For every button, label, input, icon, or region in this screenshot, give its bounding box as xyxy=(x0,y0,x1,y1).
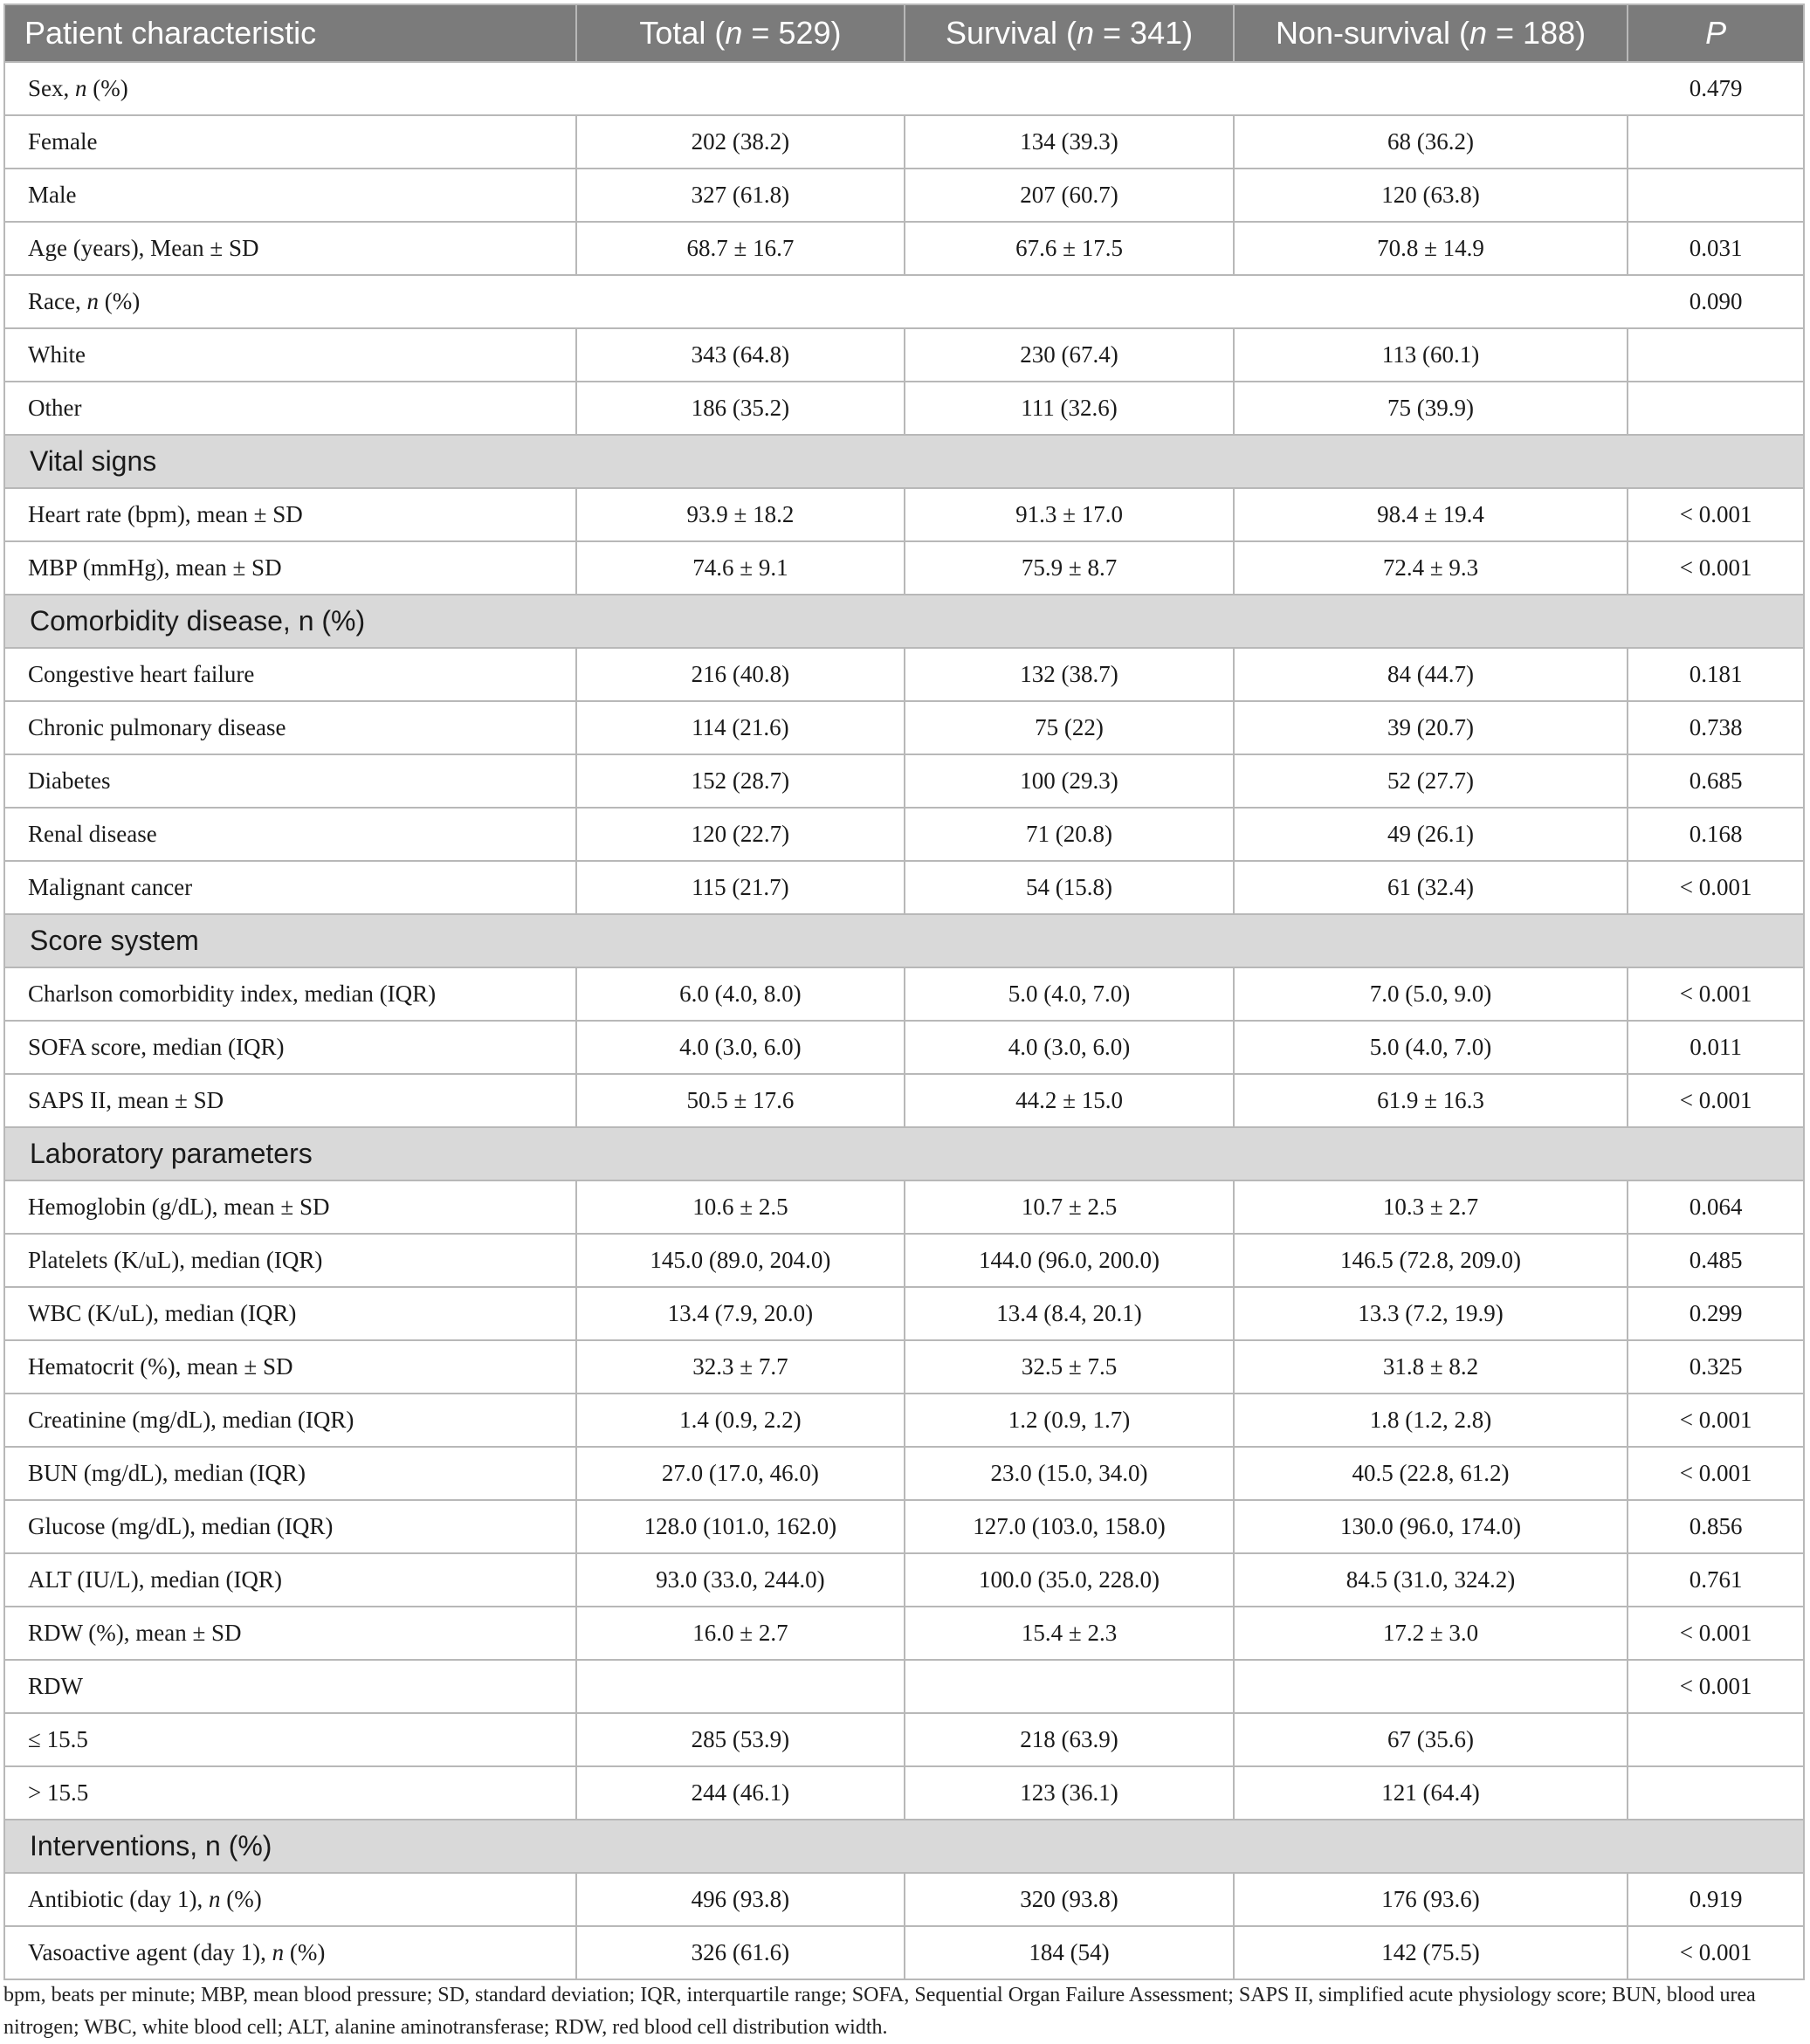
row-label xyxy=(4,1500,576,1553)
text-part: BUN (mg/dL), median (IQR) xyxy=(28,1460,306,1486)
value-cell-non-survival: 142 (75.5) xyxy=(1234,1926,1628,1979)
text-part: Vasoactive agent (day 1), xyxy=(28,1939,272,1965)
table-row xyxy=(4,1021,1804,1074)
p-value-cell: 0.299 xyxy=(1628,1287,1804,1340)
value-cell-total xyxy=(576,1660,905,1713)
column-header-characteristic xyxy=(4,4,576,62)
section-header-row xyxy=(4,914,1804,967)
p-value-cell: 0.479 xyxy=(1628,62,1804,115)
value-cell-total: 496 (93.8) xyxy=(576,1873,905,1926)
italic-symbol: n xyxy=(1469,15,1488,51)
table-row xyxy=(4,488,1804,541)
value-cell-survival: 32.5 ± 7.5 xyxy=(905,1340,1234,1394)
value-cell-non-survival: 84.5 (31.0, 324.2) xyxy=(1234,1553,1628,1607)
p-value-cell: < 0.001 xyxy=(1628,1394,1804,1447)
row-label xyxy=(4,1660,576,1713)
value-cell-total: 326 (61.6) xyxy=(576,1926,905,1979)
text-part: > 15.5 xyxy=(28,1779,89,1806)
row-label xyxy=(4,328,576,382)
value-cell-survival: 71 (20.8) xyxy=(905,808,1234,861)
value-cell-total: 74.6 ± 9.1 xyxy=(576,541,905,595)
text-part: Other xyxy=(28,395,82,421)
italic-symbol: n xyxy=(75,75,87,101)
value-cell-total: 32.3 ± 7.7 xyxy=(576,1340,905,1394)
text-part: (%) xyxy=(220,1886,262,1912)
p-value-cell xyxy=(1628,328,1804,382)
text-part: Comorbidity disease, n (%) xyxy=(30,605,366,637)
value-cell-non-survival: 61 (32.4) xyxy=(1234,861,1628,914)
value-cell-survival: 44.2 ± 15.0 xyxy=(905,1074,1234,1127)
table-row xyxy=(4,1287,1804,1340)
value-cell-survival: 320 (93.8) xyxy=(905,1873,1234,1926)
value-cell-non-survival: 98.4 ± 19.4 xyxy=(1234,488,1628,541)
p-value-cell xyxy=(1628,1713,1804,1766)
section-header-row xyxy=(4,435,1804,488)
row-label xyxy=(4,62,576,115)
p-value-cell: 0.685 xyxy=(1628,754,1804,808)
row-label xyxy=(4,1287,576,1340)
value-cell-total: 27.0 (17.0, 46.0) xyxy=(576,1447,905,1500)
value-cell-non-survival: 84 (44.7) xyxy=(1234,648,1628,701)
p-value-cell: 0.919 xyxy=(1628,1873,1804,1926)
text-part: Total ( xyxy=(639,15,726,51)
text-part: MBP (mmHg), mean ± SD xyxy=(28,554,282,581)
text-part: ALT (IU/L), median (IQR) xyxy=(28,1566,282,1593)
row-label xyxy=(4,1607,576,1660)
value-cell-non-survival: 39 (20.7) xyxy=(1234,701,1628,754)
p-value-cell: 0.181 xyxy=(1628,648,1804,701)
row-label xyxy=(4,1766,576,1820)
row-label xyxy=(4,1394,576,1447)
value-cell-non-survival: 121 (64.4) xyxy=(1234,1766,1628,1820)
italic-symbol: n xyxy=(1077,15,1095,51)
row-label xyxy=(4,541,576,595)
value-cell-survival: 111 (32.6) xyxy=(905,382,1234,435)
row-label xyxy=(4,1447,576,1500)
value-cell-survival: 91.3 ± 17.0 xyxy=(905,488,1234,541)
value-cell-total: 327 (61.8) xyxy=(576,169,905,222)
value-cell-survival: 100 (29.3) xyxy=(905,754,1234,808)
row-label xyxy=(4,1713,576,1766)
empty-cell xyxy=(576,62,1628,115)
value-cell-survival: 75 (22) xyxy=(905,701,1234,754)
value-cell-total: 244 (46.1) xyxy=(576,1766,905,1820)
value-cell-non-survival: 146.5 (72.8, 209.0) xyxy=(1234,1234,1628,1287)
value-cell-non-survival: 40.5 (22.8, 61.2) xyxy=(1234,1447,1628,1500)
section-title xyxy=(4,435,1804,488)
row-label xyxy=(4,808,576,861)
italic-symbol: n xyxy=(725,15,743,51)
text-part: WBC (K/uL), median (IQR) xyxy=(28,1300,297,1326)
text-part: Chronic pulmonary disease xyxy=(28,714,286,740)
table-row xyxy=(4,1660,1804,1713)
table-row xyxy=(4,1873,1804,1926)
p-value-cell: < 0.001 xyxy=(1628,1660,1804,1713)
value-cell-non-survival: 7.0 (5.0, 9.0) xyxy=(1234,967,1628,1021)
p-value-cell: < 0.001 xyxy=(1628,1074,1804,1127)
value-cell-non-survival: 49 (26.1) xyxy=(1234,808,1628,861)
value-cell-survival: 5.0 (4.0, 7.0) xyxy=(905,967,1234,1021)
row-label xyxy=(4,1340,576,1394)
row-label xyxy=(4,1873,576,1926)
text-part: ≤ 15.5 xyxy=(28,1726,88,1752)
value-cell-total: 4.0 (3.0, 6.0) xyxy=(576,1021,905,1074)
text-part: Antibiotic (day 1), xyxy=(28,1886,209,1912)
row-label xyxy=(4,701,576,754)
text-part: = 188) xyxy=(1487,15,1586,51)
text-part: Female xyxy=(28,128,98,155)
table-row xyxy=(4,222,1804,275)
value-cell-non-survival: 68 (36.2) xyxy=(1234,115,1628,169)
value-cell-total: 120 (22.7) xyxy=(576,808,905,861)
value-cell-survival: 184 (54) xyxy=(905,1926,1234,1979)
p-value-cell xyxy=(1628,1766,1804,1820)
table-row xyxy=(4,115,1804,169)
value-cell-survival: 54 (15.8) xyxy=(905,861,1234,914)
text-part: SOFA score, median (IQR) xyxy=(28,1034,285,1060)
value-cell-survival xyxy=(905,1660,1234,1713)
row-label xyxy=(4,222,576,275)
p-value-cell: < 0.001 xyxy=(1628,1926,1804,1979)
text-part: Interventions, n (%) xyxy=(30,1830,272,1862)
p-value-cell: < 0.001 xyxy=(1628,1447,1804,1500)
row-label xyxy=(4,115,576,169)
text-part: Hemoglobin (g/dL), mean ± SD xyxy=(28,1194,330,1220)
p-value-cell: < 0.001 xyxy=(1628,861,1804,914)
group-row xyxy=(4,62,1804,115)
header-row xyxy=(4,4,1804,62)
row-label xyxy=(4,648,576,701)
p-value-cell: 0.168 xyxy=(1628,808,1804,861)
p-value-cell: 0.761 xyxy=(1628,1553,1804,1607)
p-value-cell: 0.011 xyxy=(1628,1021,1804,1074)
text-part: Diabetes xyxy=(28,767,111,794)
table-row xyxy=(4,648,1804,701)
value-cell-total: 145.0 (89.0, 204.0) xyxy=(576,1234,905,1287)
p-value-cell: 0.856 xyxy=(1628,1500,1804,1553)
text-part: Platelets (K/uL), median (IQR) xyxy=(28,1247,323,1273)
section-title xyxy=(4,1127,1804,1180)
row-label xyxy=(4,1553,576,1607)
italic-symbol: n xyxy=(86,288,99,314)
p-value-cell xyxy=(1628,169,1804,222)
section-header-row xyxy=(4,595,1804,648)
value-cell-non-survival: 75 (39.9) xyxy=(1234,382,1628,435)
empty-cell xyxy=(576,275,1628,328)
value-cell-non-survival xyxy=(1234,1660,1628,1713)
table-row xyxy=(4,1234,1804,1287)
table-row xyxy=(4,1926,1804,1979)
row-label xyxy=(4,488,576,541)
row-label xyxy=(4,1234,576,1287)
table-row xyxy=(4,541,1804,595)
value-cell-total: 1.4 (0.9, 2.2) xyxy=(576,1394,905,1447)
column-header-p-value xyxy=(1628,4,1804,62)
value-cell-survival: 123 (36.1) xyxy=(905,1766,1234,1820)
value-cell-non-survival: 61.9 ± 16.3 xyxy=(1234,1074,1628,1127)
row-label xyxy=(4,967,576,1021)
text-part: Vital signs xyxy=(30,445,157,477)
row-label xyxy=(4,1074,576,1127)
text-part: Charlson comorbidity index, median (IQR) xyxy=(28,981,437,1007)
table-row xyxy=(4,1607,1804,1660)
table-footnote: bpm, beats per minute; MBP, mean blood pressure; SD, standard deviation; IQR, interquartile range; SOFA, Sequential Organ Failure Assessment; SAPS II, simplified acute physiology score; BUN, blood urea nitrogen; WBC, white blood cell; ALT, alanine aminotransferase; RDW, red blood cell distribution width. xyxy=(3,1984,1756,2039)
column-header-survival xyxy=(905,4,1234,62)
value-cell-non-survival: 10.3 ± 2.7 xyxy=(1234,1180,1628,1234)
italic-symbol: n xyxy=(272,1939,285,1965)
value-cell-total: 343 (64.8) xyxy=(576,328,905,382)
value-cell-total: 285 (53.9) xyxy=(576,1713,905,1766)
text-part: Glucose (mg/dL), median (IQR) xyxy=(28,1513,334,1539)
value-cell-non-survival: 120 (63.8) xyxy=(1234,169,1628,222)
italic-symbol: n xyxy=(208,1886,221,1912)
p-value-cell: 0.485 xyxy=(1628,1234,1804,1287)
text-part: Malignant cancer xyxy=(28,874,193,900)
value-cell-survival: 67.6 ± 17.5 xyxy=(905,222,1234,275)
text-part: Survival ( xyxy=(945,15,1077,51)
table-row xyxy=(4,967,1804,1021)
value-cell-survival: 23.0 (15.0, 34.0) xyxy=(905,1447,1234,1500)
text-part: Renal disease xyxy=(28,821,157,847)
table-row xyxy=(4,808,1804,861)
value-cell-total: 115 (21.7) xyxy=(576,861,905,914)
value-cell-total: 128.0 (101.0, 162.0) xyxy=(576,1500,905,1553)
italic-symbol: P xyxy=(1705,15,1727,51)
section-title xyxy=(4,1820,1804,1873)
table-row xyxy=(4,1766,1804,1820)
value-cell-total: 16.0 ± 2.7 xyxy=(576,1607,905,1660)
value-cell-non-survival: 176 (93.6) xyxy=(1234,1873,1628,1926)
text-part: Hematocrit (%), mean ± SD xyxy=(28,1353,293,1380)
table-row xyxy=(4,1394,1804,1447)
value-cell-survival: 207 (60.7) xyxy=(905,169,1234,222)
value-cell-total: 93.0 (33.0, 244.0) xyxy=(576,1553,905,1607)
value-cell-total: 10.6 ± 2.5 xyxy=(576,1180,905,1234)
table-row xyxy=(4,328,1804,382)
value-cell-total: 13.4 (7.9, 20.0) xyxy=(576,1287,905,1340)
value-cell-non-survival: 1.8 (1.2, 2.8) xyxy=(1234,1394,1628,1447)
p-value-cell: < 0.001 xyxy=(1628,967,1804,1021)
row-label xyxy=(4,275,576,328)
value-cell-non-survival: 70.8 ± 14.9 xyxy=(1234,222,1628,275)
table-row xyxy=(4,1074,1804,1127)
text-part: Race, xyxy=(28,288,87,314)
text-part: Sex, xyxy=(28,75,75,101)
value-cell-survival: 4.0 (3.0, 6.0) xyxy=(905,1021,1234,1074)
value-cell-survival: 132 (38.7) xyxy=(905,648,1234,701)
text-part: (%) xyxy=(284,1939,326,1965)
value-cell-non-survival: 31.8 ± 8.2 xyxy=(1234,1340,1628,1394)
section-title xyxy=(4,595,1804,648)
table-row xyxy=(4,1447,1804,1500)
value-cell-total: 68.7 ± 16.7 xyxy=(576,222,905,275)
value-cell-total: 114 (21.6) xyxy=(576,701,905,754)
value-cell-survival: 127.0 (103.0, 158.0) xyxy=(905,1500,1234,1553)
value-cell-non-survival: 52 (27.7) xyxy=(1234,754,1628,808)
value-cell-total: 202 (38.2) xyxy=(576,115,905,169)
value-cell-total: 6.0 (4.0, 8.0) xyxy=(576,967,905,1021)
text-part: RDW xyxy=(28,1673,83,1699)
value-cell-total: 216 (40.8) xyxy=(576,648,905,701)
row-label xyxy=(4,1926,576,1979)
text-part: Score system xyxy=(30,925,199,956)
table-row xyxy=(4,861,1804,914)
column-header-non-survival xyxy=(1234,4,1628,62)
text-part: Male xyxy=(28,182,77,208)
table-row xyxy=(4,1500,1804,1553)
value-cell-survival: 230 (67.4) xyxy=(905,328,1234,382)
p-value-cell: < 0.001 xyxy=(1628,488,1804,541)
value-cell-non-survival: 17.2 ± 3.0 xyxy=(1234,1607,1628,1660)
section-title xyxy=(4,914,1804,967)
value-cell-survival: 134 (39.3) xyxy=(905,115,1234,169)
text-part: Laboratory parameters xyxy=(30,1138,313,1169)
value-cell-total: 152 (28.7) xyxy=(576,754,905,808)
table-row xyxy=(4,1713,1804,1766)
value-cell-non-survival: 72.4 ± 9.3 xyxy=(1234,541,1628,595)
p-value-cell: 0.090 xyxy=(1628,275,1804,328)
value-cell-total: 50.5 ± 17.6 xyxy=(576,1074,905,1127)
value-cell-non-survival: 130.0 (96.0, 174.0) xyxy=(1234,1500,1628,1553)
p-value-cell: 0.738 xyxy=(1628,701,1804,754)
table-row xyxy=(4,1553,1804,1607)
p-value-cell: < 0.001 xyxy=(1628,541,1804,595)
row-label xyxy=(4,861,576,914)
p-value-cell: 0.064 xyxy=(1628,1180,1804,1234)
row-label xyxy=(4,754,576,808)
table-row xyxy=(4,701,1804,754)
row-label xyxy=(4,382,576,435)
value-cell-non-survival: 67 (35.6) xyxy=(1234,1713,1628,1766)
text-part: Creatinine (mg/dL), median (IQR) xyxy=(28,1407,354,1433)
text-part: Non-survival ( xyxy=(1275,15,1469,51)
table-row xyxy=(4,169,1804,222)
value-cell-non-survival: 5.0 (4.0, 7.0) xyxy=(1234,1021,1628,1074)
value-cell-survival: 13.4 (8.4, 20.1) xyxy=(905,1287,1234,1340)
value-cell-total: 93.9 ± 18.2 xyxy=(576,488,905,541)
text-part: (%) xyxy=(98,288,141,314)
table-row xyxy=(4,1340,1804,1394)
p-value-cell: < 0.001 xyxy=(1628,1607,1804,1660)
table-header xyxy=(4,4,1804,62)
text-part: RDW (%), mean ± SD xyxy=(28,1620,242,1646)
text-part: = 529) xyxy=(742,15,842,51)
p-value-cell xyxy=(1628,115,1804,169)
text-part: Patient characteristic xyxy=(24,15,317,51)
text-part: (%) xyxy=(86,75,128,101)
value-cell-total: 186 (35.2) xyxy=(576,382,905,435)
table-row xyxy=(4,754,1804,808)
value-cell-survival: 100.0 (35.0, 228.0) xyxy=(905,1553,1234,1607)
text-part: Age (years), Mean ± SD xyxy=(28,235,259,261)
p-value-cell: 0.031 xyxy=(1628,222,1804,275)
section-header-row xyxy=(4,1127,1804,1180)
table-body xyxy=(4,62,1804,1979)
text-part: = 341) xyxy=(1094,15,1194,51)
row-label xyxy=(4,1021,576,1074)
table-row xyxy=(4,382,1804,435)
value-cell-survival: 10.7 ± 2.5 xyxy=(905,1180,1234,1234)
value-cell-non-survival: 113 (60.1) xyxy=(1234,328,1628,382)
row-label xyxy=(4,169,576,222)
value-cell-non-survival: 13.3 (7.2, 19.9) xyxy=(1234,1287,1628,1340)
characteristics-table xyxy=(3,3,1805,1980)
value-cell-survival: 15.4 ± 2.3 xyxy=(905,1607,1234,1660)
text-part: White xyxy=(28,341,86,368)
table-row xyxy=(4,1180,1804,1234)
value-cell-survival: 75.9 ± 8.7 xyxy=(905,541,1234,595)
value-cell-survival: 218 (63.9) xyxy=(905,1713,1234,1766)
value-cell-survival: 144.0 (96.0, 200.0) xyxy=(905,1234,1234,1287)
group-row xyxy=(4,275,1804,328)
p-value-cell xyxy=(1628,382,1804,435)
section-header-row xyxy=(4,1820,1804,1873)
column-header-total xyxy=(576,4,905,62)
text-part: Heart rate (bpm), mean ± SD xyxy=(28,501,303,527)
text-part: Congestive heart failure xyxy=(28,661,255,687)
value-cell-survival: 1.2 (0.9, 1.7) xyxy=(905,1394,1234,1447)
row-label xyxy=(4,1180,576,1234)
p-value-cell: 0.325 xyxy=(1628,1340,1804,1394)
text-part: SAPS II, mean ± SD xyxy=(28,1087,224,1113)
